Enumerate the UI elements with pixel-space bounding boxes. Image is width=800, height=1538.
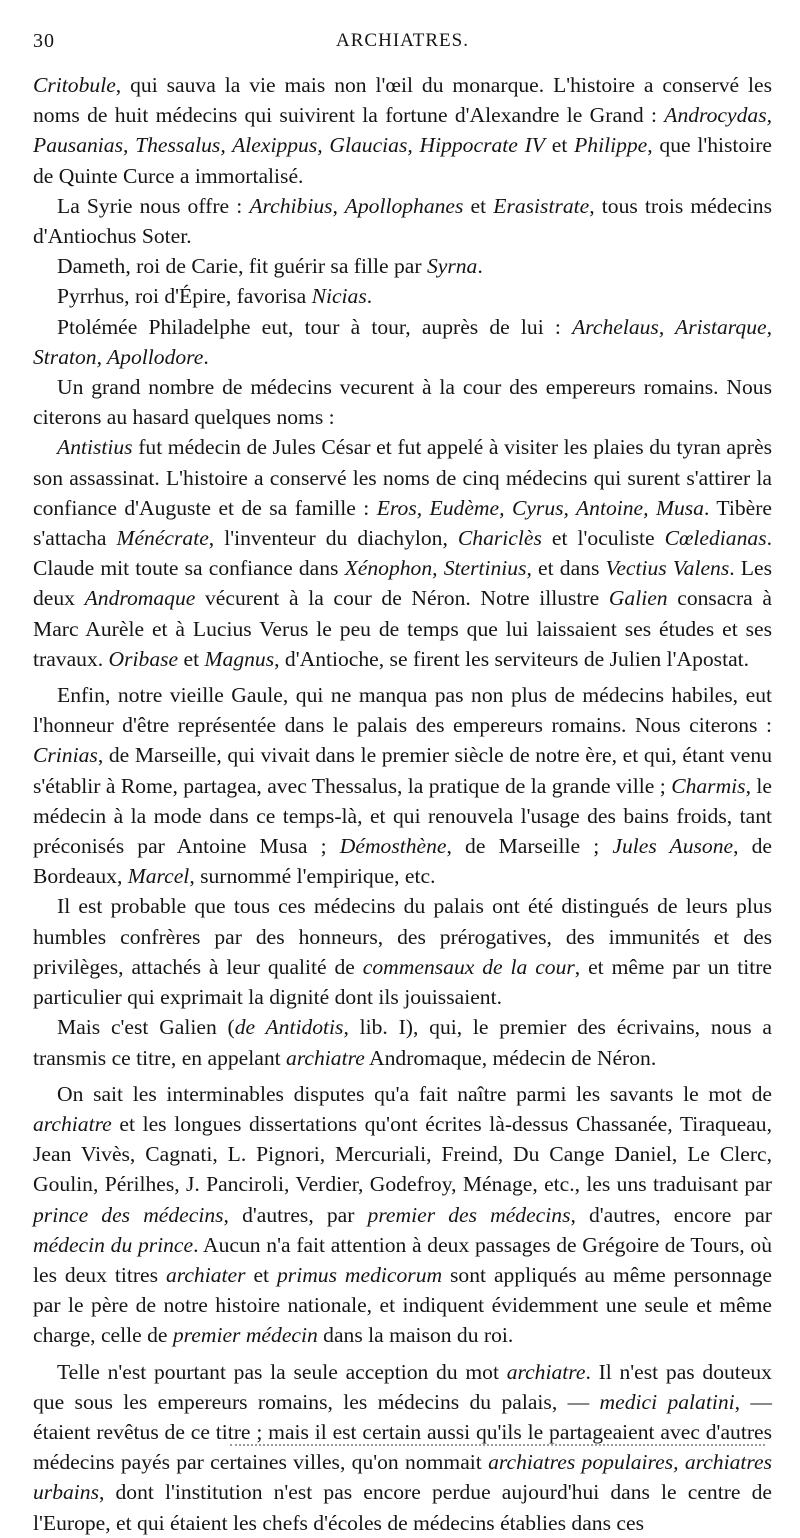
italic-text: archiater (165, 1262, 246, 1287)
text-run: , d'autres, par (223, 1202, 368, 1227)
italic-text: Galien (608, 586, 668, 611)
text-run: , — étaient revêtus de ce titre ; mais il est certain aussi qu'ils le partageaient avec d'autres médecins payés par certaines villes, qu'on nommait (33, 1389, 772, 1475)
paragraph (33, 312, 772, 372)
italic-text: Crinias (33, 743, 98, 768)
text-run: dans la maison du roi. (317, 1323, 514, 1348)
text-run: Il est probable que tous ces médecins du palais ont été distingués de leurs plus humbles confrères par des honneurs, des prérogatives, des immunités et des privilèges, attachés à leur qualité de (33, 894, 772, 979)
text-run: Telle n'est pourtant pas la seule acception du mot (57, 1359, 507, 1384)
text-run: , d'autres, encore par (570, 1202, 772, 1227)
text-run: , le médecin à la mode dans ce temps-là, et qui renouvela l'usage des bains froids, tant préconisés par Antoine Musa ; (33, 773, 772, 859)
italic-text: Marcel (127, 864, 190, 889)
italic-text: archiatre (286, 1045, 365, 1070)
paragraph (33, 70, 772, 191)
italic-text: Xénophon, Stertinius (344, 556, 527, 581)
italic-text: Magnus (204, 646, 275, 671)
paragraph (33, 432, 772, 674)
text-run: Mais c'est Galien ( (57, 1015, 235, 1040)
italic-text: Philippe (574, 133, 648, 158)
paragraph (33, 1079, 772, 1351)
footer-dotted-rule (230, 1444, 765, 1446)
italic-text: Archelaus, Aristarque, Straton, Apollodore (33, 314, 772, 369)
italic-text: Oribase (108, 646, 179, 671)
running-title: ARCHIATRES. (336, 30, 469, 51)
text-run: et les longues dissertations qu'ont écrites là-dessus Chassanée, Tiraqueau, Jean Vivès, Cagnati, L. Pignori, Mercuriali, Freind, Du Cange Daniel, Le Clerc, Goulin, Périlhes, J. Panciroli, Verdier, Godefroy, Ménage, etc., les uns traduisant par (33, 1111, 772, 1197)
italic-text: Vectius Valens (605, 556, 730, 581)
italic-text: de Antidotis (234, 1015, 344, 1040)
text-run: , lib. I), qui, le premier des écrivains, nous a transmis ce titre, en appelant (33, 1015, 772, 1070)
italic-text: prince des médecins (33, 1202, 224, 1227)
page-number: 30 (33, 30, 55, 52)
paragraph (33, 680, 772, 891)
text-run: Pyrrhus, roi d'Épire, favorisa (57, 284, 312, 309)
text-run: . Aucun n'a fait attention à deux passages de Grégoire de Tours, où les deux titres (33, 1232, 773, 1287)
text-run: . Tibère s'attacha (33, 495, 772, 551)
text-run: , de Bordeaux, (33, 834, 772, 889)
text-run: , surnommé l'empirique, etc. (189, 864, 436, 889)
italic-text: Démosthène (339, 834, 447, 859)
page-header (33, 26, 772, 52)
italic-text: premier des médecins (367, 1202, 571, 1227)
italic-text: Charmis (671, 773, 746, 798)
text-run: . (203, 344, 209, 369)
italic-text: archiatre (33, 1111, 112, 1136)
paragraph (33, 251, 772, 281)
text-run: Andromaque, médecin de Néron. (364, 1045, 657, 1070)
text-run: vécurent à la cour de Néron. Notre illustre (195, 586, 609, 611)
text-run: et (178, 646, 205, 671)
paragraph (33, 1357, 772, 1538)
text-run: Un grand nombre de médecins vecurent à la cour des empereurs romains. Nous citerons au hasard quelques noms : (33, 375, 772, 430)
paragraph (33, 281, 772, 311)
text-run: Dameth, roi de Carie, fit guérir sa fille par (57, 254, 427, 279)
italic-text: Ménécrate (116, 526, 209, 551)
text-run: et (544, 133, 575, 158)
italic-text: archiatres populaires, archiatres urbains (33, 1450, 772, 1505)
italic-text: Jules Ausone (612, 834, 734, 859)
italic-text: Chariclès (457, 526, 542, 551)
italic-text: commensaux de la cour (362, 954, 575, 979)
text-run: . Il n'est pas douteux que sous les empereurs romains, les médecins du palais, — (33, 1359, 772, 1414)
paragraph (33, 372, 772, 432)
text-run: On sait les interminables disputes qu'a fait naître parmi les savants le mot de (57, 1081, 772, 1106)
text-run: fut médecin de Jules César et fut appelé à visiter les plaies du tyran après son assassinat. L'histoire a conservé les noms de cinq médecins qui surent s'attirer la confiance d'Auguste et de sa famille : (33, 435, 772, 520)
text-run: consacra à Marc Aurèle et à Lucius Verus le peu de temps que lui laissaient ses études et ses travaux. (33, 586, 772, 671)
text-run: , tous trois médecins d'Antiochus Soter. (33, 193, 772, 249)
text-run: . Claude mit toute sa confiance dans (33, 526, 773, 581)
italic-text: archiatre (506, 1359, 586, 1384)
italic-text: Andromaque (84, 586, 196, 611)
text-run: , d'Antioche, se firent les serviteurs de Julien l'Apostat. (274, 646, 750, 671)
body-text (33, 70, 772, 1538)
italic-text: Androcydas, Pausanias, Thessalus, Alexippus, Glaucias, Hippocrate IV (33, 103, 772, 158)
italic-text: Cœledianas (664, 526, 767, 551)
text-run: , et même par un titre particulier qui exprimait la dignité dont ils jouissaient. (33, 954, 772, 1010)
italic-text: Antistius (57, 435, 133, 460)
text-run: La Syrie nous offre : (57, 193, 250, 218)
italic-text: Nicias (311, 284, 367, 309)
text-run: , dont l'institution n'est pas encore perdue aujourd'hui dans le centre de l'Europe, et qui étaient les chefs d'écoles de médecins établies dans ces (33, 1480, 772, 1535)
italic-text: médecin du prince (33, 1232, 194, 1257)
italic-text: medici palatini (599, 1389, 735, 1414)
text-run: , et dans (526, 556, 606, 581)
italic-text: Archibius, Apollophanes (249, 193, 464, 218)
text-run: sont appliqués au même personnage par le père de notre histoire nationale, et indiquent évidemment une seule et même charge, celle de (33, 1262, 772, 1348)
text-run: . (366, 284, 373, 309)
text-run: , de Marseille, qui vivait dans le premier siècle de notre ère, et qui, étant venu s'établir à Rome, partagea, avec Thessalus, la pratique de la grande ville ; (33, 743, 772, 798)
text-run: , que l'histoire de Quinte Curce a immortalisé. (33, 133, 772, 188)
italic-text: Syrna (426, 254, 478, 279)
italic-text: Erasistrate (493, 193, 590, 218)
italic-text: Eros, Eudème, Cyrus, Antoine, Musa (376, 495, 704, 520)
text-run: Ptolémée Philadelphe eut, tour à tour, auprès de lui : (57, 314, 573, 339)
italic-text: primus medicorum (277, 1262, 443, 1287)
text-run: , l'inventeur du diachylon, (208, 526, 458, 551)
italic-text: premier médecin (172, 1323, 318, 1348)
text-run: et (245, 1262, 277, 1287)
text-run: . (477, 254, 483, 279)
text-run: , de Marseille ; (446, 834, 613, 859)
text-run: et l'oculiste (541, 526, 665, 551)
paragraph (33, 891, 772, 1012)
paragraph (33, 1012, 772, 1072)
paragraph (33, 191, 772, 251)
text-run: , qui sauva la vie mais non l'œil du monarque. L'histoire a conservé les noms de huit médecins qui suivirent la fortune d'Alexandre le Grand : (33, 73, 772, 128)
italic-text: Critobule (33, 73, 116, 97)
text-run: Enfin, notre vieille Gaule, qui ne manqua pas non plus de médecins habiles, eut l'honneur d'être représentée dans le palais des empereurs romains. Nous citerons : (33, 683, 772, 738)
text-run: . Les deux (33, 556, 772, 611)
text-run: et (463, 193, 494, 218)
